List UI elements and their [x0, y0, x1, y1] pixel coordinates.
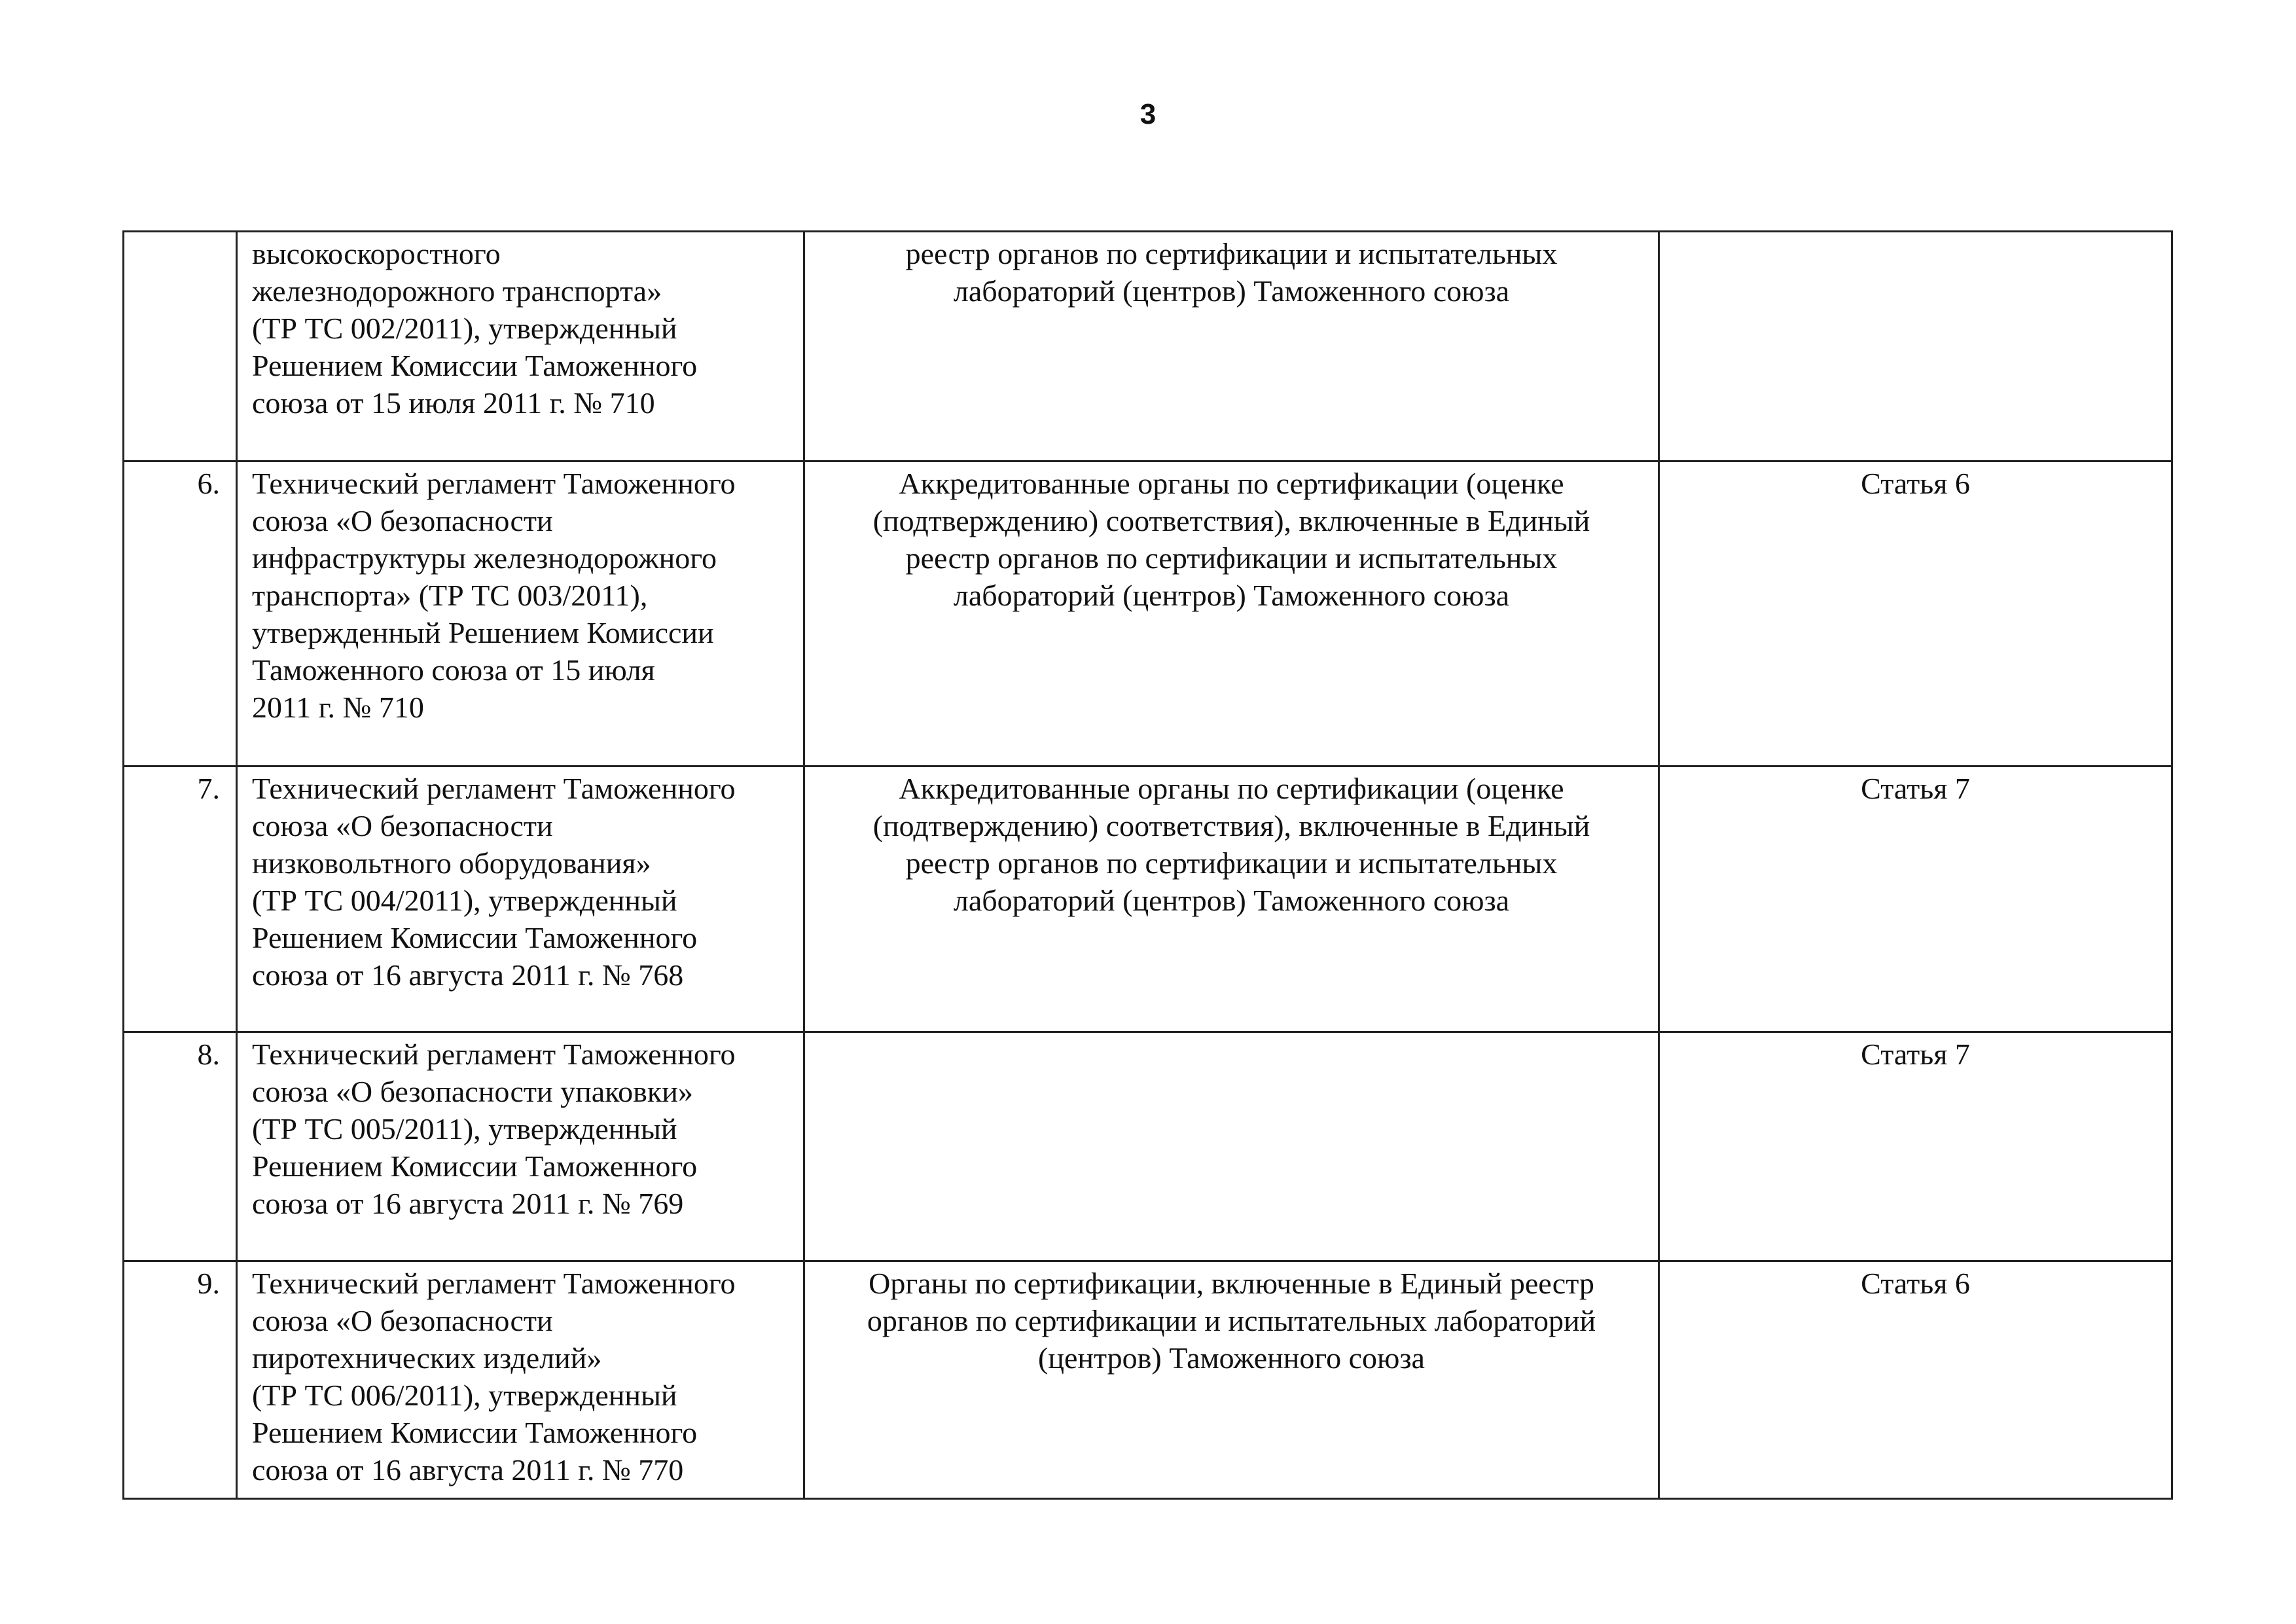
regulation-line: 2011 г. № 710: [252, 691, 424, 724]
regulation-line: пиротехнических изделий»: [252, 1341, 602, 1375]
regulation-line: (ТР ТС 005/2011), утвержденный: [252, 1112, 677, 1146]
regulation-line: Технический регламент Таможенного: [252, 1038, 736, 1071]
table-row: [124, 232, 2172, 461]
regulation-cell: [237, 232, 804, 461]
regulation-line: Технический регламент Таможенного: [252, 467, 736, 500]
regulation-line: Решением Комиссии Таможенного: [252, 349, 698, 382]
regulation-line: Решением Комиссии Таможенного: [252, 921, 698, 954]
regulation-line: транспорта» (ТР ТС 003/2011),: [252, 579, 648, 612]
article-cell: Статья 7: [1659, 767, 2172, 1032]
regulation-line: Решением Комиссии Таможенного: [252, 1416, 698, 1449]
regulation-line: союза от 16 августа 2011 г. № 768: [252, 958, 684, 992]
regulation-line: высокоскоростного: [252, 237, 501, 270]
certification-body-line: (центров) Таможенного союза: [1038, 1341, 1425, 1375]
regulation-line: Технический регламент Таможенного: [252, 1267, 736, 1300]
article-cell: Статья 7: [1659, 1032, 2172, 1261]
certification-body-line: реестр органов по сертификации и испытательных: [905, 846, 1558, 880]
certification-body-line: реестр органов по сертификации и испытательных: [905, 237, 1558, 270]
article-cell: Статья 6: [1659, 1261, 2172, 1499]
regulation-line: союза от 16 августа 2011 г. № 769: [252, 1187, 684, 1220]
certification-body-cell: [804, 232, 1659, 461]
certification-body-cell: [804, 1261, 1659, 1499]
row-number: 9.: [124, 1261, 237, 1499]
certification-body-cell: [804, 461, 1659, 767]
regulation-line: союза «О безопасности: [252, 504, 553, 537]
regulation-line: союза «О безопасности: [252, 1304, 553, 1337]
certification-body-line: Аккредитованные органы по сертификации (оценке: [899, 772, 1564, 805]
regulation-line: железнодорожного транспорта»: [252, 274, 662, 308]
row-number: 8.: [124, 1032, 237, 1261]
article-cell: [1659, 232, 2172, 461]
certification-body-line: Органы по сертификации, включенные в Единый реестр: [869, 1267, 1594, 1300]
regulation-line: Технический регламент Таможенного: [252, 772, 736, 805]
regulations-table: [122, 230, 2173, 1500]
page-number: 3: [1139, 98, 1157, 130]
table-row: [124, 1032, 2172, 1261]
certification-body-line: лабораторий (центров) Таможенного союза: [953, 579, 1510, 612]
regulation-line: Решением Комиссии Таможенного: [252, 1149, 698, 1183]
regulation-line: Таможенного союза от 15 июля: [252, 653, 655, 687]
certification-body-line: лабораторий (центров) Таможенного союза: [953, 884, 1510, 917]
table-row: [124, 767, 2172, 1032]
regulation-line: инфраструктуры железнодорожного: [252, 541, 717, 575]
certification-body-line: лабораторий (центров) Таможенного союза: [953, 274, 1510, 308]
regulation-line: (ТР ТС 004/2011), утвержденный: [252, 884, 677, 917]
row-number: 6.: [124, 461, 237, 767]
article-cell: Статья 6: [1659, 461, 2172, 767]
row-number: 7.: [124, 767, 237, 1032]
regulation-line: (ТР ТС 006/2011), утвержденный: [252, 1379, 677, 1412]
regulation-line: союза от 15 июля 2011 г. № 710: [252, 386, 655, 420]
certification-body-line: (подтверждению) соответствия), включенные в Единый: [872, 809, 1590, 842]
certification-body-line: Аккредитованные органы по сертификации (оценке: [899, 467, 1564, 500]
regulation-cell: [237, 1261, 804, 1499]
certification-body-cell: [804, 1032, 1659, 1261]
regulation-cell: [237, 1032, 804, 1261]
certification-body-line: (подтверждению) соответствия), включенные в Единый: [872, 504, 1590, 537]
certification-body-line: органов по сертификации и испытательных лабораторий: [867, 1304, 1596, 1337]
certification-body-cell: [804, 767, 1659, 1032]
regulation-line: (ТР ТС 002/2011), утвержденный: [252, 312, 677, 345]
regulation-line: союза от 16 августа 2011 г. № 770: [252, 1453, 684, 1487]
table-row: [124, 1261, 2172, 1499]
table-row: [124, 461, 2172, 767]
regulation-cell: [237, 461, 804, 767]
regulation-line: союза «О безопасности: [252, 809, 553, 842]
regulation-line: союза «О безопасности упаковки»: [252, 1075, 693, 1108]
certification-body-line: реестр органов по сертификации и испытательных: [905, 541, 1558, 575]
regulation-line: утвержденный Решением Комиссии: [252, 616, 714, 649]
row-number: [124, 232, 237, 461]
regulation-cell: [237, 767, 804, 1032]
regulation-line: низковольтного оборудования»: [252, 846, 651, 880]
